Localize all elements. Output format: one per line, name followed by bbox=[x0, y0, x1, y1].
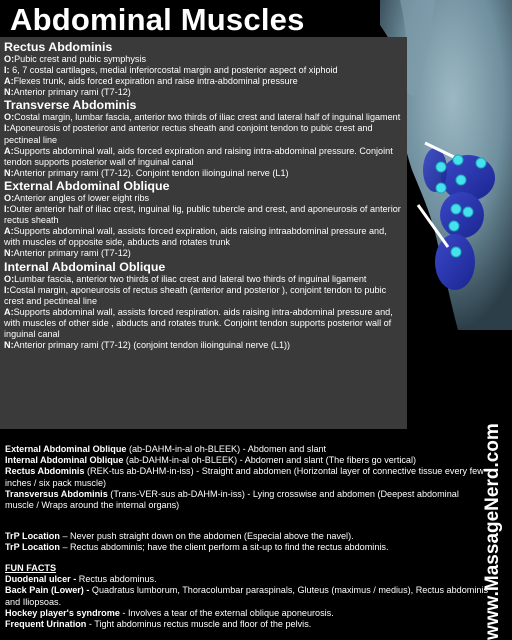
muscle-name: Transverse Abdominis bbox=[4, 98, 137, 113]
muscle-name: Rectus Abdominis bbox=[4, 40, 113, 54]
fun-facts-heading: FUN FACTS bbox=[5, 563, 57, 573]
fun-facts bbox=[5, 563, 490, 630]
trigger-point bbox=[453, 155, 463, 165]
website-watermark: www.MassageNerd.com bbox=[482, 423, 503, 640]
action-row: A:Supports abdominal wall, assists forced respiration. aids raising intra-abdominal pressure and, with muscles of other side , abducts and rotates trunk. Conjoint tendon supports posterior wall of inguinal canal bbox=[4, 306, 393, 339]
fun-fact-item: Frequent Urination - Tight abdominus rectus muscle and floor of the pelvis. bbox=[5, 619, 312, 630]
pronunciation-list bbox=[5, 444, 490, 511]
origin-row: O:Lumbar fascia, anterior two thirds of iliac crest and lateral two thirds of inguinal ligament bbox=[4, 273, 367, 284]
trigger-point-notes bbox=[5, 531, 475, 553]
insertion-row: I:Outer anterior half of iliac crest, inguinal lig, public tubercle and crest, and aponeurosis of anterior rectus sheath bbox=[4, 204, 401, 226]
muscle-block bbox=[4, 179, 404, 260]
pronunciation-item: Transversus Abdominis (Trans-VER-sus ab-DAHM-in-iss) - Lying crosswise and abdomen (Deepest abdominal muscle / Wraps around the internal organs) bbox=[5, 488, 459, 511]
nerve-row: N:Anterior primary rami (T7-12). Conjoint tendon ilioinguinal nerve (L1) bbox=[4, 167, 289, 178]
insertion-row: I: 6, 7 costal cartilages, medial inferiorcostal margin and posterior aspect of xiphoid bbox=[4, 65, 338, 76]
pronunciation-item: External Abdominal Oblique (ab-DAHM-in-al oh-BLEEK) - Abdomen and slant bbox=[5, 444, 327, 454]
fun-fact-item: Duodenal ulcer - Rectus abdominus. bbox=[5, 574, 157, 585]
fun-fact-item: Hockey player's syndrome - Involves a tear of the external oblique aponeurosis. bbox=[5, 607, 334, 618]
page-title: Abdominal Muscles bbox=[10, 2, 305, 37]
trigger-point bbox=[476, 158, 486, 168]
trp-item: TrP Location – Rectus abdominis; have the client perform a sit-up to find the rectus abdominis. bbox=[5, 542, 389, 553]
action-row: A:Supports abdominal wall, assists forced expiration, aids raising intraabdominal pressure and, with muscles of opposite side, abducts and rotates trunk bbox=[4, 226, 387, 248]
nerve-row: N:Anterior primary rami (T7-12) bbox=[4, 248, 131, 259]
origin-row: O:Costal margin, lumbar fascia, anterior two thirds of iliac crest and lateral half of inguinal ligament bbox=[4, 112, 401, 123]
muscle-block bbox=[4, 98, 404, 179]
muscle-name: External Abdominal Oblique bbox=[4, 178, 170, 193]
nerve-row: N:Anterior primary rami (T7-12) (conjoint tendon ilioinguinal nerve (L1)) bbox=[4, 340, 291, 351]
trigger-point bbox=[449, 221, 459, 231]
muscle-name: Internal Abdominal Oblique bbox=[4, 259, 166, 274]
muscle-region-middle bbox=[440, 192, 484, 238]
muscle-details bbox=[4, 40, 404, 351]
pronunciation-item: Internal Abdominal Oblique (ab-DAHM-in-al oh-BLEEK) - Abdomen and slant (The fibers go vertical) bbox=[5, 455, 417, 466]
insertion-row: I:Aponeurosis of posterior and anterior rectus sheath and conjoint tendon to pubic crest and pectineal line bbox=[4, 123, 373, 145]
muscle-block bbox=[4, 40, 404, 98]
origin-row: O:Pubic crest and pubic symphysis bbox=[4, 54, 147, 64]
trp-item: TrP Location – Never push straight down on the abdomen (Especial above the navel). bbox=[5, 531, 354, 541]
nerve-row: N:Anterior primary rami (T7-12) bbox=[4, 87, 131, 98]
trigger-point bbox=[451, 247, 461, 257]
trigger-point bbox=[451, 204, 461, 214]
fun-fact-item: Back Pain (Lower) - Quadratus lumborum, Thoracolumbar paraspinals, Gluteus (maximus / medius), Rectus abdominis and Iliopsoas. bbox=[5, 585, 488, 607]
insertion-row: I:Costal margin, aponeurosis of rectus sheath (anterior and posterior ), conjoint tendon to pubic crest and pectineal line bbox=[4, 284, 387, 306]
trigger-point bbox=[456, 175, 466, 185]
pronunciation-item: Rectus Abdominis (REK-tus ab-DAHM-in-iss) - Straight and abdomen (Horizontal layer of connective tissue every few inches / six pack muscle) bbox=[5, 466, 484, 488]
trigger-point bbox=[436, 162, 446, 172]
action-row: A:Supports abdominal wall, aids forced expiration and raising intra-abdominal pressure. Conjoint tendon supports posterior wall of inguinal canal bbox=[4, 145, 393, 167]
trigger-point bbox=[463, 207, 473, 217]
origin-row: O:Anterior angles of lower eight ribs bbox=[4, 192, 150, 203]
action-row: A:Flexes trunk, aids forced expiration and raise intra-abdominal pressure bbox=[4, 76, 298, 87]
muscle-region-lower bbox=[435, 234, 475, 290]
trigger-point bbox=[436, 183, 446, 193]
muscle-block bbox=[4, 260, 404, 352]
